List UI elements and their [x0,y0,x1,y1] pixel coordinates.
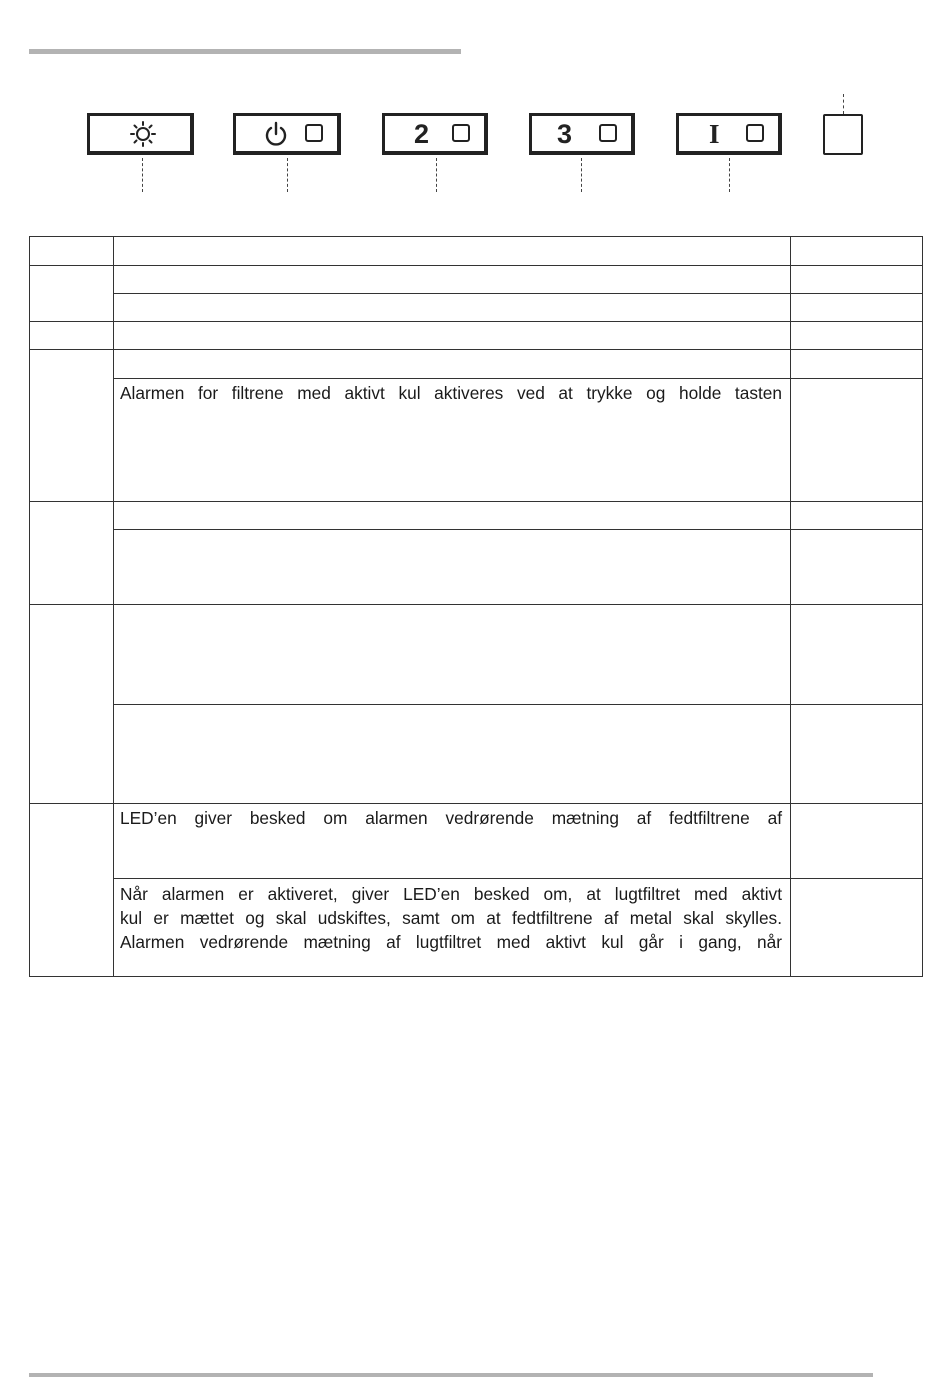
alarm-description-text [120,882,782,954]
filter-alarm-activation-text: Alarmen for filtrene med aktivt kul aktiveres ved at trykke og holde tasten [120,383,782,403]
table-cell [790,349,923,378]
table-cell [790,529,923,604]
leader-line [142,158,143,192]
table-cell [790,704,923,803]
leader-line [729,158,730,192]
table-cell [29,604,113,803]
light-button[interactable] [87,113,194,155]
table-cell [790,604,923,704]
table-cell [29,236,113,265]
table-cell [790,878,923,977]
grease-filter-led-text: LED’en giver besked om alarmen vedrørende mætning af fedtfiltrene af [120,808,782,828]
table-cell [29,265,113,321]
table-cell [113,604,790,704]
intensive-label: I [709,119,720,149]
square-led-icon [599,124,617,142]
table-cell [29,501,113,604]
leader-line [843,94,844,114]
filter-alarm-led [823,114,863,155]
table-cell [113,704,790,803]
light-bulb-icon [128,119,158,149]
speed-3-label: 3 [557,119,573,149]
table-cell [113,265,790,293]
alarm-description-line: kul er mættet og skal udskiftes, samt om at fedtfiltrene af metal skal skylles. [120,908,782,928]
power-button[interactable] [233,113,341,155]
leader-line [436,158,437,192]
alarm-description-line: Alarmen vedrørende mætning af lugtfiltret med aktivt kul går i gang, når [120,932,782,952]
square-led-icon [452,124,470,142]
table-cell [790,378,923,501]
square-led-icon [746,124,764,142]
table-cell [113,501,790,529]
table-cell [29,803,113,977]
leader-line [287,158,288,192]
table-cell [790,293,923,321]
alarm-description-line: Når alarmen er aktiveret, giver LED’en besked om, at lugtfiltret med aktivt [120,884,782,904]
speed-2-button[interactable] [382,113,488,155]
intensive-button[interactable] [676,113,782,155]
table-cell [113,529,790,604]
table-cell [790,265,923,293]
table-cell [113,293,790,321]
table-cell [113,321,790,349]
table-cell [790,501,923,529]
speed-3-button[interactable] [529,113,635,155]
table-cell [790,803,923,878]
table-cell [29,349,113,501]
table-cell [113,349,790,378]
power-icon [262,120,290,148]
table-cell [29,321,113,349]
table-cell [113,236,790,265]
square-led-icon [305,124,323,142]
speed-2-label: 2 [414,119,430,149]
leader-line [581,158,582,192]
table-cell [790,321,923,349]
table-cell [790,236,923,265]
footer-rule [29,1373,873,1377]
control-panel-diagram [0,0,950,210]
